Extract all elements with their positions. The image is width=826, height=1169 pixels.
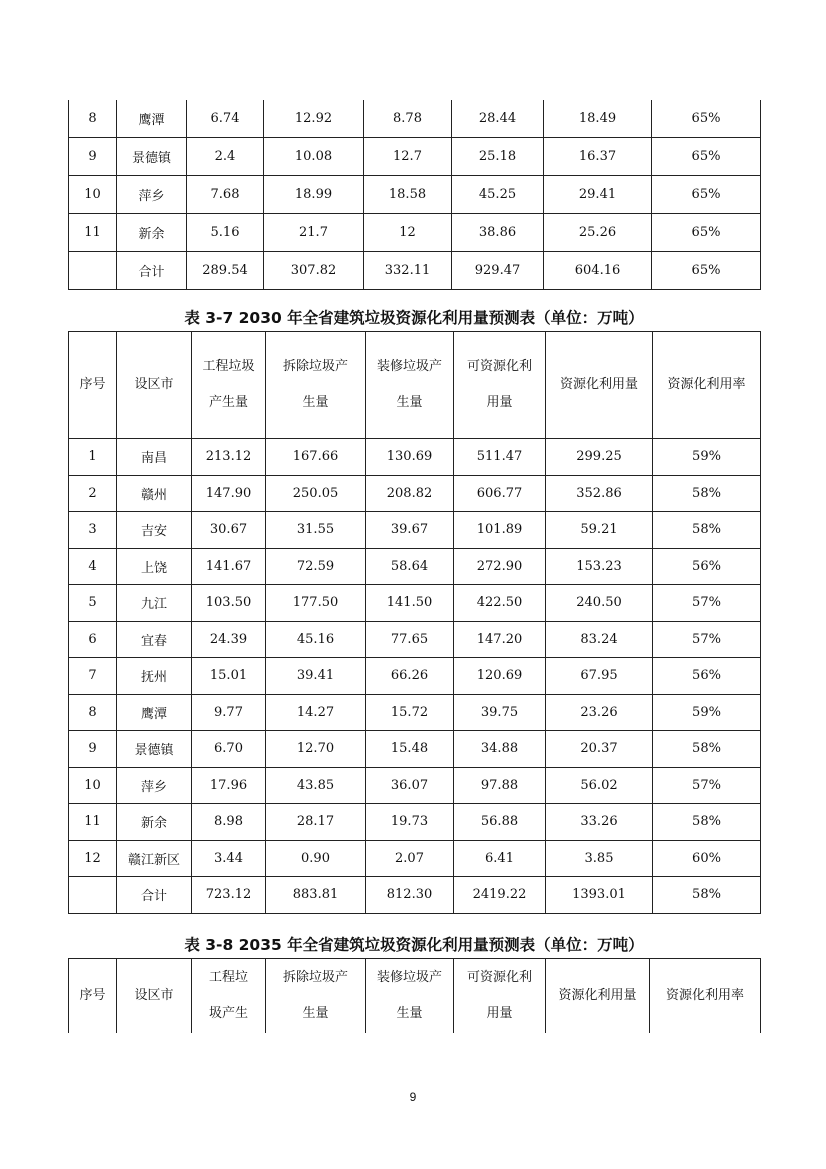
column-header (192, 959, 266, 1034)
table-cell: 289.54 (187, 252, 264, 290)
column-header (650, 959, 761, 1034)
column-header-line: 装修垃圾产 (376, 970, 442, 985)
column-header-line: 资源化利用率 (665, 988, 744, 1003)
table-cell: 57% (653, 767, 761, 804)
table-cell: 66.26 (366, 658, 454, 695)
table-cell: 141.50 (366, 585, 454, 622)
table-row (69, 658, 761, 695)
table-cell (69, 252, 117, 290)
table-cell: 812.30 (366, 877, 454, 914)
table-cell: 58% (653, 877, 761, 914)
table-cell: 19.73 (366, 804, 454, 841)
table-cell: 9.77 (192, 694, 266, 731)
table-cell: 21.7 (264, 214, 364, 252)
table-cell: 65% (652, 100, 761, 138)
table-cell: 43.85 (266, 767, 366, 804)
table-cell: 景德镇 (117, 731, 192, 768)
table-cell: 929.47 (452, 252, 544, 290)
table-header-row (69, 959, 761, 1034)
column-header-line: 生量 (396, 1006, 423, 1021)
table-cell: 11 (69, 804, 117, 841)
column-header-line: 资源化利用率 (667, 377, 746, 392)
table-cell: 723.12 (192, 877, 266, 914)
table-cell: 2.4 (187, 138, 264, 176)
table-cell: 0.90 (266, 840, 366, 877)
table-cell: 332.11 (364, 252, 452, 290)
table-cell: 6.41 (454, 840, 546, 877)
column-header-line: 设区市 (134, 988, 174, 1003)
column-header-line: 用量 (486, 395, 513, 410)
column-header-line: 拆除垃圾产 (282, 970, 348, 985)
table-cell: 60% (653, 840, 761, 877)
column-header-line: 资源化利用量 (559, 377, 638, 392)
table-cell: 153.23 (546, 548, 653, 585)
table-cell: 422.50 (454, 585, 546, 622)
column-header-line: 序号 (79, 988, 106, 1003)
table-cell: 8.98 (192, 804, 266, 841)
table-cell: 7.68 (187, 176, 264, 214)
table-cell: 16.37 (544, 138, 652, 176)
table-cell: 72.59 (266, 548, 366, 585)
table-cell: 8 (69, 694, 117, 731)
column-header (546, 332, 653, 439)
column-header (454, 332, 546, 439)
table-cell: 30.67 (192, 512, 266, 549)
column-header-line: 生量 (302, 1006, 329, 1021)
table-cell: 南昌 (117, 439, 192, 476)
table-cell: 33.26 (546, 804, 653, 841)
table-cell: 36.07 (366, 767, 454, 804)
table-cell: 25.26 (544, 214, 652, 252)
column-header-line: 生量 (302, 395, 329, 410)
column-header (653, 332, 761, 439)
table-cell: 25.18 (452, 138, 544, 176)
table-row (69, 439, 761, 476)
column-header (192, 332, 266, 439)
table-cell: 18.99 (264, 176, 364, 214)
table-row (69, 214, 761, 252)
table-cell: 83.24 (546, 621, 653, 658)
table-cell: 31.55 (266, 512, 366, 549)
table-cell: 4 (69, 548, 117, 585)
table-cell: 6 (69, 621, 117, 658)
table-cell: 10 (69, 176, 117, 214)
column-header (117, 332, 192, 439)
table-cell: 58% (653, 475, 761, 512)
table-row (69, 100, 761, 138)
table-cell: 299.25 (546, 439, 653, 476)
table-cell: 65% (652, 138, 761, 176)
table-cell: 240.50 (546, 585, 653, 622)
table-3-8-caption: 表 3-8 2035 年全省建筑垃圾资源化利用量预测表（单位：万吨） (184, 936, 644, 954)
table-cell: 8.78 (364, 100, 452, 138)
table-row (69, 877, 761, 914)
table-cell: 67.95 (546, 658, 653, 695)
table-cell: 新余 (117, 214, 187, 252)
column-header-line: 用量 (486, 1006, 513, 1021)
table-cell: 萍乡 (117, 767, 192, 804)
table-cell: 38.86 (452, 214, 544, 252)
table-cell: 吉安 (117, 512, 192, 549)
table-cell: 147.90 (192, 475, 266, 512)
table-cell: 17.96 (192, 767, 266, 804)
column-header (69, 959, 117, 1034)
table-cell: 鹰潭 (117, 694, 192, 731)
table-cell: 28.44 (452, 100, 544, 138)
table-cell: 59% (653, 439, 761, 476)
table-cell: 103.50 (192, 585, 266, 622)
table-cell: 56% (653, 548, 761, 585)
column-header (266, 959, 366, 1034)
table-cell: 九江 (117, 585, 192, 622)
table-cell: 39.41 (266, 658, 366, 695)
table-cell: 1393.01 (546, 877, 653, 914)
table-cell: 352.86 (546, 475, 653, 512)
table-row (69, 767, 761, 804)
table-cell: 12.7 (364, 138, 452, 176)
table-row (69, 840, 761, 877)
table-cell: 3.44 (192, 840, 266, 877)
table-cell: 59% (653, 694, 761, 731)
table-cell: 24.39 (192, 621, 266, 658)
table-cell: 606.77 (454, 475, 546, 512)
table-row (69, 548, 761, 585)
table-cell: 177.50 (266, 585, 366, 622)
table-row (69, 252, 761, 290)
table-cell: 511.47 (454, 439, 546, 476)
table-cell: 39.75 (454, 694, 546, 731)
table-cell: 39.67 (366, 512, 454, 549)
column-header (266, 332, 366, 439)
table-cell: 18.49 (544, 100, 652, 138)
table-cell: 宜春 (117, 621, 192, 658)
table-cell: 213.12 (192, 439, 266, 476)
column-header-line: 拆除垃圾产 (282, 359, 348, 374)
table-cell: 20.37 (546, 731, 653, 768)
table-cell: 307.82 (264, 252, 364, 290)
table-row (69, 804, 761, 841)
column-header-line: 圾产生 (208, 1006, 248, 1021)
table-cell: 120.69 (454, 658, 546, 695)
table-cell: 赣江新区 (117, 840, 192, 877)
table-cell: 5.16 (187, 214, 264, 252)
table-cell: 147.20 (454, 621, 546, 658)
table-cell: 12 (69, 840, 117, 877)
table-cell: 883.81 (266, 877, 366, 914)
table-cell: 604.16 (544, 252, 652, 290)
table-row (69, 176, 761, 214)
column-header (69, 332, 117, 439)
table-cell: 56.88 (454, 804, 546, 841)
table-cell: 141.67 (192, 548, 266, 585)
table-cell: 5 (69, 585, 117, 622)
table-cell: 9 (69, 138, 117, 176)
table-row (69, 475, 761, 512)
table-cell (69, 877, 117, 914)
column-header-line: 资源化利用量 (558, 988, 637, 1003)
table-row (69, 694, 761, 731)
table-cell: 12.92 (264, 100, 364, 138)
table-cell: 1 (69, 439, 117, 476)
table-cell: 鹰潭 (117, 100, 187, 138)
column-header (366, 332, 454, 439)
table-cell: 272.90 (454, 548, 546, 585)
table-cell: 萍乡 (117, 176, 187, 214)
table-row (69, 585, 761, 622)
table-cell: 28.17 (266, 804, 366, 841)
table-cell: 59.21 (546, 512, 653, 549)
table-3-7-caption: 表 3-7 2030 年全省建筑垃圾资源化利用量预测表（单位：万吨） (184, 309, 644, 327)
table-cell: 58% (653, 512, 761, 549)
column-header-line: 工程垃 (208, 970, 248, 985)
table-cell: 3.85 (546, 840, 653, 877)
table-cell: 29.41 (544, 176, 652, 214)
table-cell: 15.72 (366, 694, 454, 731)
column-header-line: 生量 (396, 395, 423, 410)
column-header (117, 959, 192, 1034)
table-cell: 34.88 (454, 731, 546, 768)
column-header-line: 序号 (79, 377, 106, 392)
table-cell: 6.74 (187, 100, 264, 138)
table-cell: 合计 (117, 877, 192, 914)
table-row (69, 512, 761, 549)
table-3-8 (68, 958, 761, 1033)
table-cell: 2419.22 (454, 877, 546, 914)
table-cell: 56.02 (546, 767, 653, 804)
table-cell: 景德镇 (117, 138, 187, 176)
table-row (69, 731, 761, 768)
table-cell: 250.05 (266, 475, 366, 512)
column-header-line: 产生量 (208, 395, 248, 410)
table-cell: 58.64 (366, 548, 454, 585)
table-cell: 167.66 (266, 439, 366, 476)
table-cell: 45.25 (452, 176, 544, 214)
table-cell: 12 (364, 214, 452, 252)
table-cell: 赣州 (117, 475, 192, 512)
column-header (454, 959, 546, 1034)
table-cell: 57% (653, 585, 761, 622)
table-cell: 97.88 (454, 767, 546, 804)
table-cell: 2.07 (366, 840, 454, 877)
table-cell: 65% (652, 252, 761, 290)
column-header-line: 装修垃圾产 (376, 359, 442, 374)
table-cell: 合计 (117, 252, 187, 290)
table-cell: 抚州 (117, 658, 192, 695)
column-header-line: 工程垃圾 (202, 359, 255, 374)
column-header (366, 959, 454, 1034)
table-cell: 新余 (117, 804, 192, 841)
table-cell: 15.48 (366, 731, 454, 768)
table-cell: 77.65 (366, 621, 454, 658)
table-cell: 2 (69, 475, 117, 512)
table-cell: 14.27 (266, 694, 366, 731)
table-cell: 130.69 (366, 439, 454, 476)
column-header (546, 959, 650, 1034)
table-cell: 23.26 (546, 694, 653, 731)
table-header-row (69, 332, 761, 439)
table-cell: 12.70 (266, 731, 366, 768)
table-cell: 101.89 (454, 512, 546, 549)
table-cell: 7 (69, 658, 117, 695)
page-number: 9 (409, 1090, 417, 1104)
table-cell: 58% (653, 804, 761, 841)
column-header-line: 可资源化利 (466, 359, 532, 374)
table-cell: 10.08 (264, 138, 364, 176)
table-3-7 (68, 331, 761, 914)
table-cell: 18.58 (364, 176, 452, 214)
table-cell: 57% (653, 621, 761, 658)
table-row (69, 138, 761, 176)
table-cell: 56% (653, 658, 761, 695)
table-cell: 10 (69, 767, 117, 804)
table-cell: 15.01 (192, 658, 266, 695)
table-cell: 上饶 (117, 548, 192, 585)
table-cell: 45.16 (266, 621, 366, 658)
table-cell: 65% (652, 176, 761, 214)
column-header-line: 设区市 (134, 377, 174, 392)
table-cell: 11 (69, 214, 117, 252)
table-continued (68, 100, 761, 290)
table-cell: 58% (653, 731, 761, 768)
table-cell: 9 (69, 731, 117, 768)
table-cell: 8 (69, 100, 117, 138)
table-cell: 65% (652, 214, 761, 252)
table-cell: 6.70 (192, 731, 266, 768)
table-cell: 208.82 (366, 475, 454, 512)
table-row (69, 621, 761, 658)
column-header-line: 可资源化利 (466, 970, 532, 985)
table-cell: 3 (69, 512, 117, 549)
